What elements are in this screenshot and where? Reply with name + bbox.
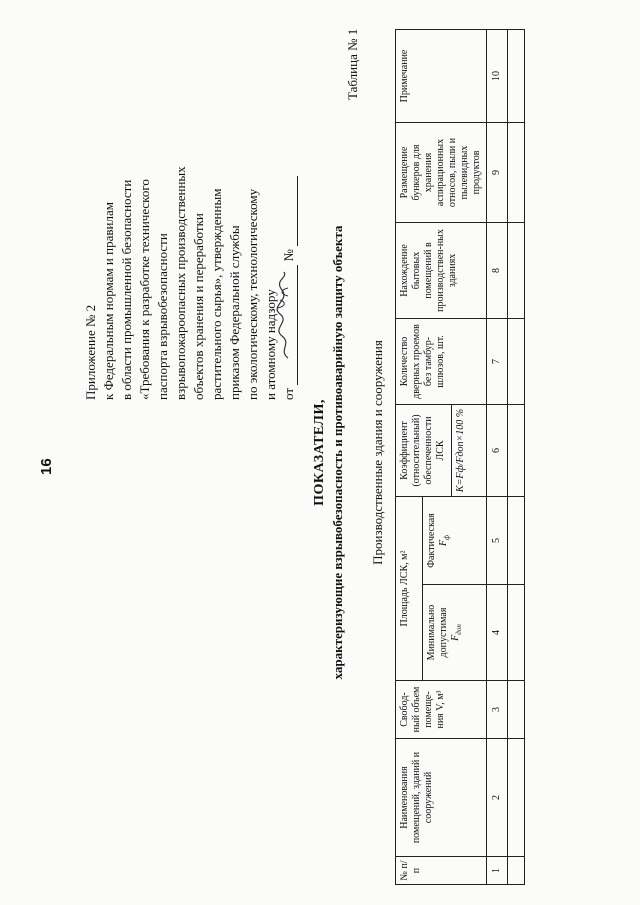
table-number: Таблица № 1: [345, 28, 360, 100]
appendix-line: Приложение № 2: [83, 304, 98, 400]
table-cell: [508, 318, 525, 404]
handwritten-signature: [274, 270, 294, 360]
column-number: 9: [487, 122, 508, 222]
column-number: 2: [487, 739, 508, 857]
number-prefix: №: [281, 249, 296, 262]
column-number: 1: [487, 857, 508, 885]
column-numbers-row: [487, 29, 508, 884]
column-number: 7: [487, 318, 508, 404]
appendix-date-line: [280, 100, 298, 400]
column-number: 6: [487, 404, 508, 496]
indicators-table: [395, 29, 525, 885]
appendix-line: объектов хранения и переработки: [191, 213, 206, 400]
appendix-line: паспорта взрывобезопасности: [155, 233, 170, 400]
header-col-min-area: [422, 585, 486, 681]
date-prefix: от: [281, 387, 296, 400]
column-number: 10: [487, 29, 508, 122]
header-col-household: Нахождение бытовых помещений в производствен-ных зданиях: [396, 222, 487, 318]
column-number: 4: [487, 585, 508, 681]
column-number: 3: [487, 681, 508, 739]
appendix-line: в области промышленной безопасности: [119, 179, 134, 400]
column-number: 8: [487, 222, 508, 318]
page-number: 16: [38, 458, 55, 475]
actual-area-symbol-letter: F: [437, 539, 449, 547]
document-title: ПОКАЗАТЕЛИ,: [312, 399, 327, 506]
appendix-line: взрывопожароопасных производственных: [173, 166, 188, 400]
header-col-number: № п/п: [396, 857, 487, 885]
document-subtitle: характеризующие взрывобезопасность и противоаварийную защиту объекта: [330, 225, 345, 680]
table-cell: [508, 739, 525, 857]
min-area-label: Минимально допустимая: [425, 604, 449, 661]
header-col-actual-area: [422, 496, 486, 584]
appendix-line: и атомному надзору: [263, 289, 278, 400]
table-cell: [508, 29, 525, 122]
table-header-row: [396, 29, 423, 884]
min-area-symbol-letter: F: [449, 634, 461, 641]
table-cell: [508, 404, 525, 496]
appendix-block: [82, 100, 298, 400]
table-cell: [508, 857, 525, 885]
coefficient-label: Коэффициент (относительный) обеспеченности ЛСК: [399, 414, 446, 487]
appendix-line: по экологическому, технологическому: [245, 188, 260, 400]
appendix-line: приказом Федеральной службы: [227, 225, 242, 400]
number-underline: [285, 176, 298, 246]
min-area-symbol-sub: доп: [454, 624, 463, 635]
min-area-symbol: [450, 588, 465, 677]
header-col-volume: Свобод-ный объем помеще-ния V, м³: [396, 681, 487, 739]
header-col-names: Наименования помещений, зданий и сооружений: [396, 739, 487, 857]
coefficient-formula: K=Fф/Fдоп×100 %: [451, 405, 467, 496]
appendix-line: «Требования к разработке технического: [137, 179, 152, 400]
header-col-note: Примечание: [396, 29, 487, 122]
table-cell: [508, 122, 525, 222]
actual-area-label: Фактическая: [425, 513, 437, 568]
table-cell: [508, 222, 525, 318]
section-title: Производственные здания и сооружения: [370, 340, 385, 565]
appendix-line: к Федеральным нормам и правилам: [101, 202, 116, 400]
appendix-line: растительного сырья», утвержденным: [209, 188, 224, 400]
column-number: 5: [487, 496, 508, 584]
header-col-doors: Количество дверных проемов без тамбур-шлюзов, шт.: [396, 318, 487, 404]
table-cell: [508, 496, 525, 584]
header-area-group: Площадь ЛСК, м²: [396, 496, 423, 680]
header-col-coefficient: [396, 404, 487, 496]
table-cell: [508, 585, 525, 681]
table-row: [508, 29, 525, 884]
actual-area-symbol-sub: ф: [442, 534, 451, 540]
table-cell: [508, 681, 525, 739]
actual-area-symbol: [438, 500, 453, 581]
header-col-bunkers: Размещение бункеров для хранения аспирационных относов, пыли и пылевидных продуктов: [396, 122, 487, 222]
